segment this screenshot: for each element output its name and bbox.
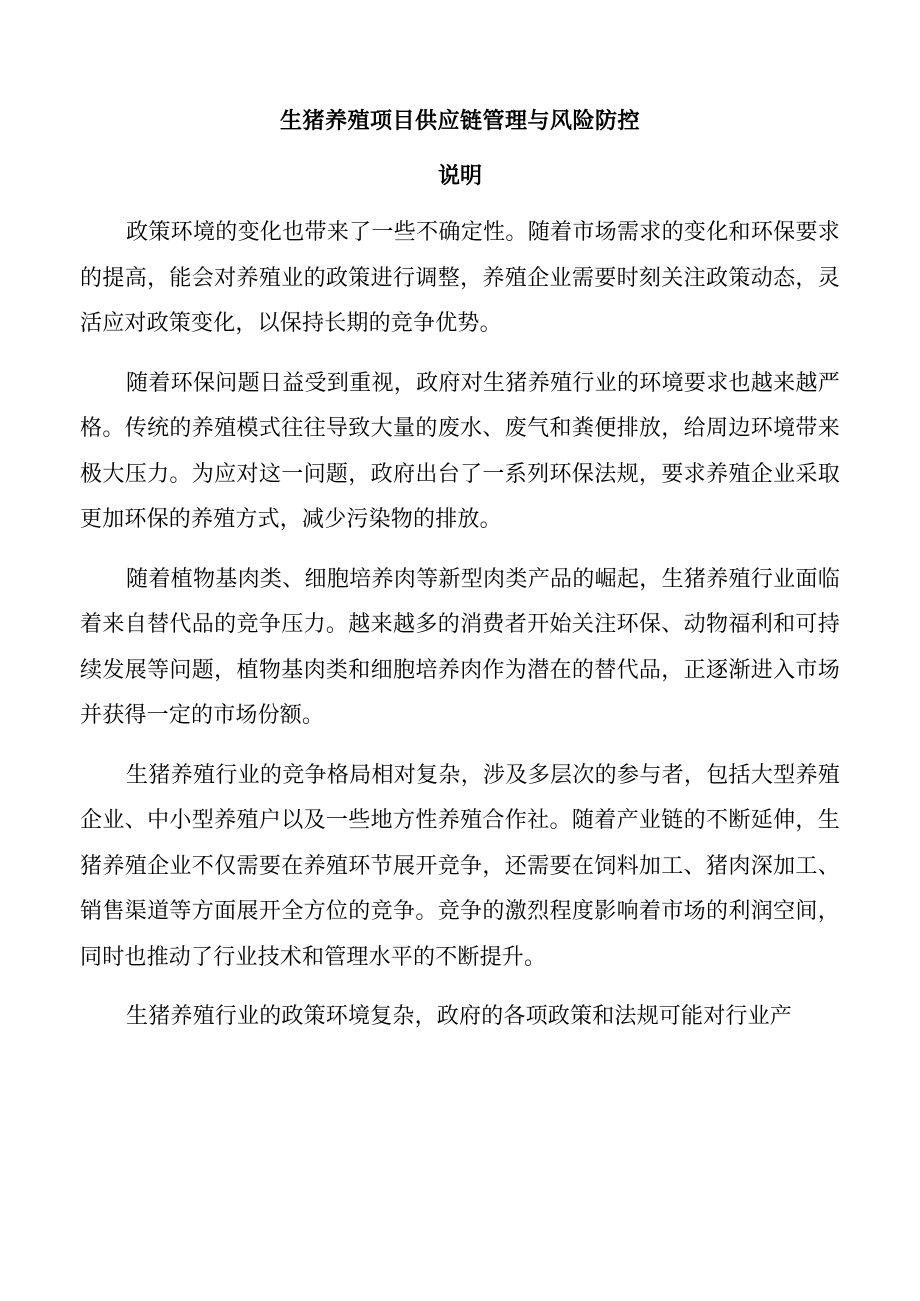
document-title: 生猪养殖项目供应链管理与风险防控 [279, 108, 640, 134]
paragraph: 政策环境的变化也带来了一些不确定性。随着市场需求的变化和环保要求的提高，能会对养殖业的政策进行调整，养殖企业需要时刻关注政策动态，灵活应对政策变化，以保持长期的竞争优势。 [80, 220, 840, 336]
paragraph: 生猪养殖行业的竞争格局相对复杂，涉及多层次的参与者，包括大型养殖企业、中小型养殖户以及一些地方性养殖合作社。随着产业链的不断延伸，生猪养殖企业不仅需要在养殖环节展开竞争，还需要在饲料加工、猪肉深加工、销售渠道等方面展开全方位的竞争。竞争的激烈程度影响着市场的利润空间，同时也推动了行业技术和管理水平的不断提升。 [80, 762, 840, 970]
paragraph: 生猪养殖行业的政策环境复杂，政府的各项政策和法规可能对行业产 [126, 1004, 793, 1029]
document-body [80, 210, 840, 1054]
document-subtitle: 说明 [437, 163, 482, 189]
paragraph: 随着环保问题日益受到重视，政府对生猪养殖行业的环境要求也越来越严格。传统的养殖模式往往导致大量的废水、废气和粪便排放，给周边环境带来极大压力。为应对这一问题，政府出台了一系列环保法规，要求养殖企业采取更加环保的养殖方式，减少污染物的排放。 [80, 370, 840, 532]
paragraph: 随着植物基肉类、细胞培养肉等新型肉类产品的崛起，生猪养殖行业面临着来自替代品的竞争压力。越来越多的消费者开始关注环保、动物福利和可持续发展等问题，植物基肉类和细胞培养肉作为潜在的替代品，正逐渐进入市场并获得一定的市场份额。 [80, 566, 840, 728]
